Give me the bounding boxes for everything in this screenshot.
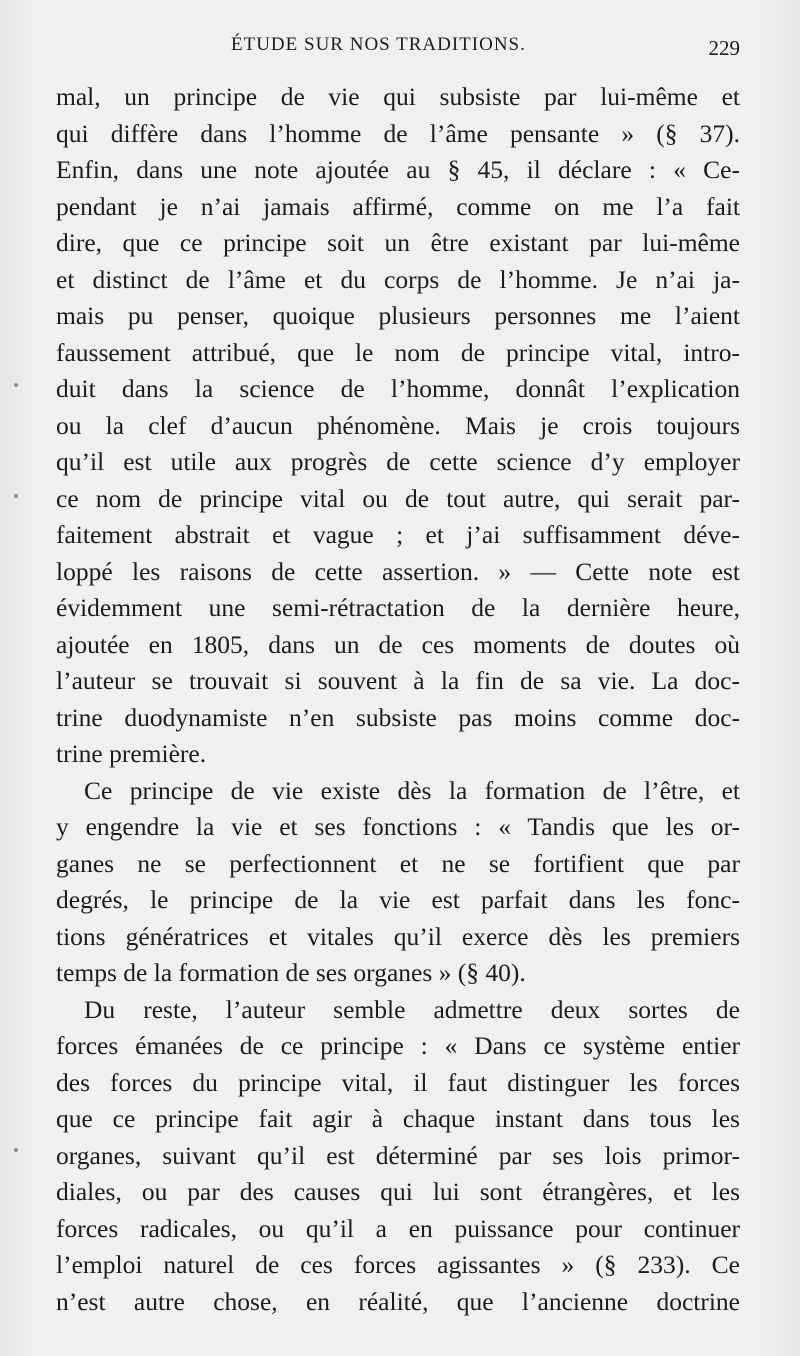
text-line: trine duodynamiste n’en subsiste pas moins comme doc-	[56, 702, 740, 732]
text-line: tions génératrices et vitales qu’il exerce dès les premiers	[56, 921, 740, 951]
text-line: dire, que ce principe soit un être existant par lui-même	[56, 228, 740, 257]
text-line: l’auteur se trouvait si souvent à la fin de sa vie. La doc-	[56, 666, 740, 695]
text-line: mais pu penser, quoique plusieurs personnes me l’aient	[56, 301, 740, 330]
paragraph-end-line: trine première.	[56, 739, 207, 768]
paragraph-start-line: Ce principe de vie existe dès la formation de l’être, et	[84, 775, 740, 805]
paragraph-end-line: temps de la formation de ses organes » (§ 40).	[56, 958, 526, 987]
text-line: qu’il est utile aux progrès de cette science d’y employer	[56, 447, 740, 476]
body-text	[56, 79, 740, 1320]
text-line: qui diffère dans l’homme de l’âme pensante » (§ 37).	[56, 118, 740, 148]
text-line: des forces du principe vital, il faut distinguer les forces	[56, 1067, 740, 1097]
text-line: y engendre la vie et ses fonctions : « Tandis que les or-	[56, 812, 740, 841]
text-line: degrés, le principe de la vie est parfait dans les fonc-	[56, 885, 740, 914]
text-line: l’emploi naturel de ces forces agissantes » (§ 233). Ce	[56, 1250, 740, 1279]
margin-mark	[14, 1148, 18, 1152]
text-line: Enfin, dans une note ajoutée au § 45, il déclare : « Ce-	[56, 155, 740, 184]
margin-mark	[14, 494, 18, 498]
text-line: forces radicales, ou qu’il a en puissance pour continuer	[56, 1213, 740, 1243]
text-line: ce nom de principe vital ou de tout autre, qui serait par-	[56, 483, 740, 513]
text-line: ajoutée en 1805, dans un de ces moments de doutes où	[56, 629, 740, 659]
paragraph-start-line: Du reste, l’auteur semble admettre deux sortes de	[84, 994, 740, 1024]
text-line: ganes ne se perfectionnent et ne se fortifient que par	[56, 848, 740, 878]
text-line: duit dans la science de l’homme, donnât l’explication	[56, 374, 740, 403]
text-line: faussement attribué, que le nom de principe vital, intro-	[56, 337, 740, 367]
page-number: 229	[708, 36, 740, 60]
text-line: pendant je n’ai jamais affirmé, comme on me l’a fait	[56, 191, 740, 221]
text-line: évidemment une semi-rétractation de la dernière heure,	[56, 593, 740, 622]
text-line: diales, ou par des causes qui lui sont étrangères, et les	[56, 1177, 740, 1206]
text-line: mal, un principe de vie qui subsiste par lui-même et	[56, 82, 740, 111]
margin-mark	[14, 383, 18, 387]
text-line: faitement abstrait et vague ; et j’ai suffisamment déve-	[56, 520, 740, 549]
text-line: loppé les raisons de cette assertion. » — Cette note est	[56, 556, 740, 586]
text-line: ou la clef d’aucun phénomène. Mais je crois toujours	[56, 410, 740, 440]
text-line: organes, suivant qu’il est déterminé par ses lois primor-	[56, 1140, 740, 1170]
page-header	[56, 34, 740, 64]
running-head: ÉTUDE SUR NOS TRADITIONS.	[231, 34, 526, 55]
text-line: et distinct de l’âme et du corps de l’homme. Je n’ai ja-	[56, 264, 740, 294]
text-line: forces émanées de ce principe : « Dans ce système entier	[56, 1031, 740, 1060]
text-line: n’est autre chose, en réalité, que l’ancienne doctrine	[56, 1286, 740, 1316]
text-line: que ce principe fait agir à chaque instant dans tous les	[56, 1104, 740, 1133]
